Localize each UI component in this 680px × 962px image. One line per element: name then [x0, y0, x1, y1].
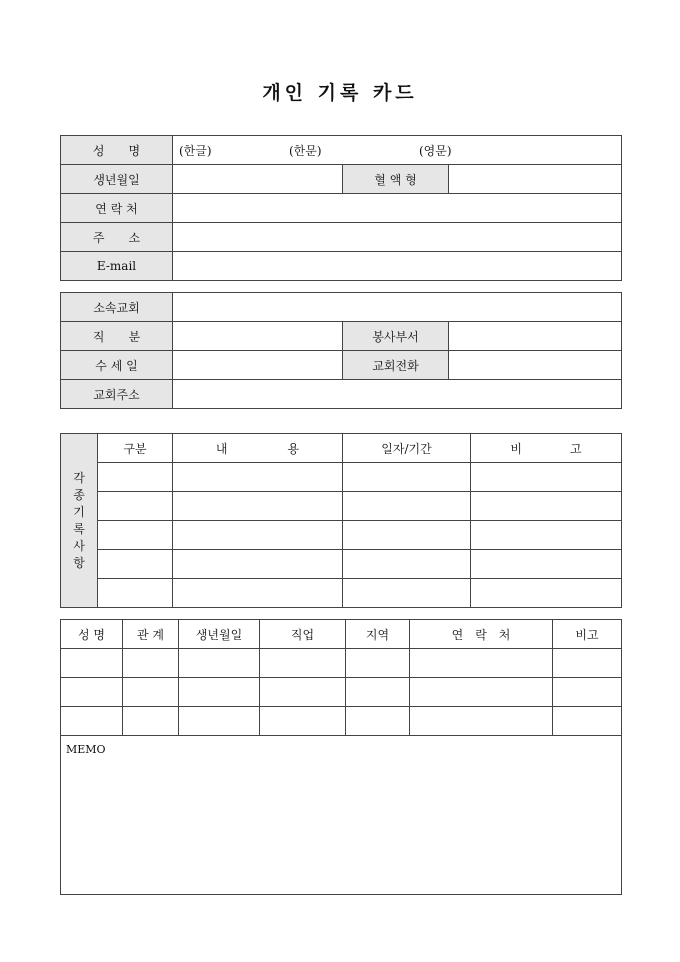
church-info-table: [60, 292, 622, 409]
church-phone-label: 교회전화: [343, 351, 449, 380]
name-label: 성 명: [61, 136, 173, 165]
church-phone-field[interactable]: [449, 351, 622, 380]
blood-field[interactable]: [449, 165, 622, 194]
records-row: [61, 550, 622, 579]
records-row: [61, 463, 622, 492]
birth-label: 생년월일: [61, 165, 173, 194]
position-label: 직 분: [61, 322, 173, 351]
records-header-category: 구분: [98, 434, 173, 463]
records-row: [61, 579, 622, 608]
address-field[interactable]: [173, 223, 622, 252]
church-address-field[interactable]: [173, 380, 622, 409]
family-header-relation: 관 계: [123, 620, 179, 649]
memo-area[interactable]: [61, 736, 622, 895]
name-eng-label: (영문): [419, 143, 452, 158]
baptism-field[interactable]: [173, 351, 343, 380]
records-row: [61, 492, 622, 521]
baptism-label: 수 세 일: [61, 351, 173, 380]
records-header-content: 내 용: [173, 434, 343, 463]
family-header-region: 지역: [346, 620, 410, 649]
records-header-date: 일자/기간: [343, 434, 471, 463]
email-field[interactable]: [173, 252, 622, 281]
contact-label: 연 락 처: [61, 194, 173, 223]
memo-label: MEMO: [66, 743, 106, 756]
family-row: [61, 707, 622, 736]
family-header-contact: 연 락 처: [410, 620, 553, 649]
name-field[interactable]: [173, 136, 622, 165]
family-header-job: 직업: [260, 620, 346, 649]
personal-info-table: [60, 135, 622, 281]
blood-label: 혈 액 형: [343, 165, 449, 194]
family-table: [60, 619, 622, 895]
dept-field[interactable]: [449, 322, 622, 351]
birth-field[interactable]: [173, 165, 343, 194]
contact-field[interactable]: [173, 194, 622, 223]
records-table: [60, 433, 622, 608]
family-header-birth: 생년월일: [179, 620, 260, 649]
address-label: 주 소: [61, 223, 173, 252]
family-header-note: 비고: [553, 620, 622, 649]
family-row: [61, 678, 622, 707]
family-row: [61, 649, 622, 678]
position-field[interactable]: [173, 322, 343, 351]
church-address-label: 교회주소: [61, 380, 173, 409]
church-label: 소속교회: [61, 293, 173, 322]
email-label: E-mail: [61, 252, 173, 281]
records-header-note: 비 고: [471, 434, 622, 463]
dept-label: 봉사부서: [343, 322, 449, 351]
name-kor-label: (한글): [179, 143, 212, 158]
page-title: 개인 기록 카드: [262, 82, 418, 104]
name-chn-label: (한문): [289, 143, 322, 158]
family-header-name: 성 명: [61, 620, 123, 649]
records-side-label: 각 종 기 록 사 항: [61, 434, 98, 608]
records-row: [61, 521, 622, 550]
church-field[interactable]: [173, 293, 622, 322]
